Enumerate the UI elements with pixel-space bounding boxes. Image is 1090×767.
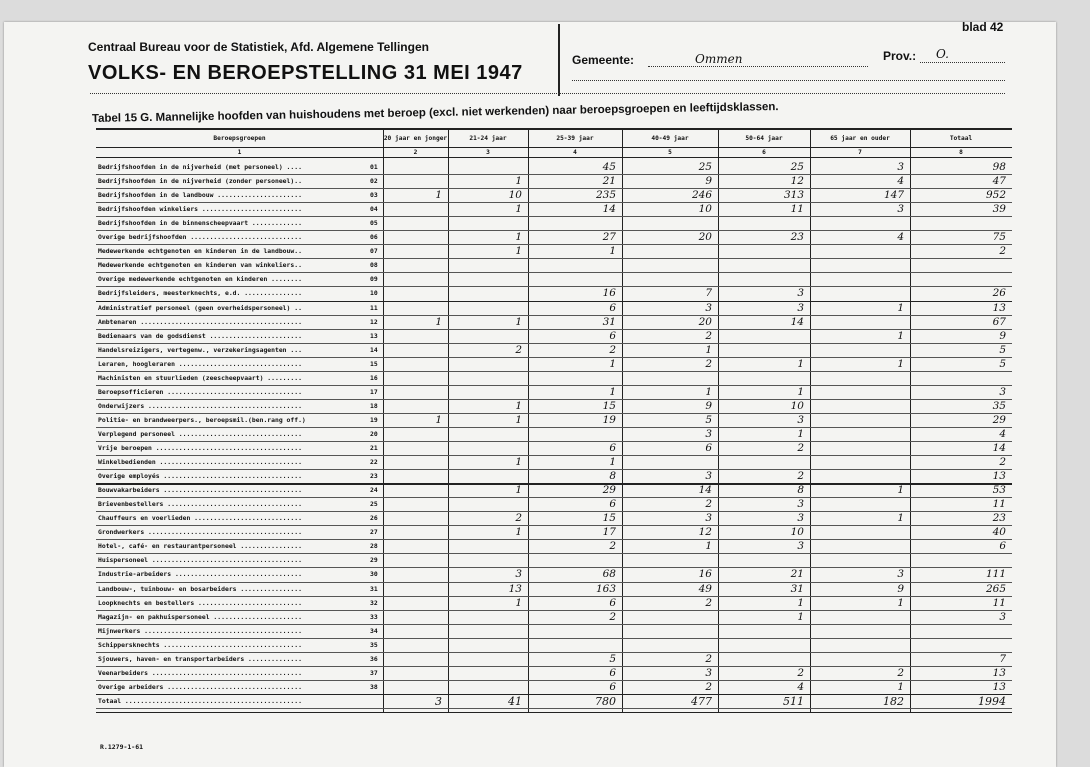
row-line (96, 343, 1012, 344)
row-number: 05 (370, 219, 378, 228)
table-cell: 6 (609, 442, 616, 454)
table-cell: 11 (992, 596, 1006, 609)
table-cell: 12 (698, 526, 712, 539)
row-number: 13 (370, 331, 378, 340)
row-line (96, 413, 1012, 414)
table-cell: 1 (435, 189, 442, 202)
row-label: Totaal .............................................. (98, 696, 302, 705)
table-cell: 3 (705, 512, 712, 525)
table-cell: 9 (705, 399, 712, 412)
row-number: 19 (370, 415, 378, 424)
table-cell: 235 (595, 189, 616, 202)
row-line (96, 441, 1012, 442)
table-cell: 67 (992, 315, 1006, 328)
table-cell: 163 (595, 582, 616, 595)
row-number: 03 (370, 191, 378, 200)
table-cell: 182 (883, 694, 904, 708)
table-cell: 75 (992, 231, 1006, 244)
row-label: Loopknechts en bestellers ........................... (98, 598, 302, 607)
table-cell: 2 (797, 470, 804, 483)
row-line (96, 427, 1012, 428)
column-header: Totaal (949, 135, 973, 142)
row-label: Onderwijzers ........................................ (98, 401, 302, 410)
row-label: Overige arbeiders ................................... (98, 682, 302, 691)
row-number: 04 (370, 205, 378, 214)
form-title: VOLKS- EN BEROEPSTELLING 31 MEI 1947 (88, 62, 523, 84)
row-line (96, 371, 1012, 372)
column-header: 21-24 jaar (469, 135, 507, 142)
extra-line-2 (90, 93, 1005, 94)
row-label: Verplegend personeel ................................ (98, 429, 302, 438)
table-cell: 6 (609, 666, 616, 679)
table-cell: 2 (705, 680, 712, 693)
table-cell: 1 (705, 385, 712, 398)
prov-line (920, 62, 1005, 63)
table-cell: 98 (992, 161, 1006, 173)
row-label: Administratief personeel (geen overheidspersoneel) .. (98, 303, 302, 312)
table-cell: 1 (797, 427, 804, 440)
table-cell: 3 (705, 301, 712, 314)
table-cell: 31 (790, 582, 804, 595)
column-header: 50-64 jaar (745, 135, 783, 142)
table-cell: 477 (691, 694, 712, 708)
table-cell: 2 (609, 540, 616, 553)
table-cell: 1 (515, 203, 522, 216)
row-label: Overige bedrijfshoofden ............................. (98, 233, 302, 242)
row-number: 26 (370, 514, 378, 523)
table-cell: 23 (790, 231, 804, 244)
table-cell: 1 (515, 526, 522, 539)
row-line (96, 385, 1012, 386)
row-line (96, 216, 1012, 217)
column-number: 6 (762, 149, 766, 156)
row-label: Bedienaars van de godsdienst ........................ (98, 331, 302, 340)
table-cell: 40 (992, 526, 1006, 539)
table-cell: 14 (790, 315, 804, 328)
table-cell: 265 (985, 582, 1006, 595)
table-cell: 1 (705, 343, 712, 356)
table-cell: 1 (897, 301, 904, 314)
table-cell: 780 (595, 694, 616, 708)
table-cell: 3 (797, 498, 804, 511)
row-label: Magazijn- en pakhuispersoneel ....................... (98, 612, 302, 621)
column-header: 40-49 jaar (651, 135, 689, 142)
row-line (96, 286, 1012, 287)
table-cell: 1 (797, 610, 804, 623)
table-cell: 1 (515, 231, 522, 244)
table-cell: 3 (797, 413, 804, 426)
table-cell: 10 (790, 399, 804, 412)
row-number: 31 (370, 584, 378, 593)
table-cell: 7 (705, 287, 712, 300)
table-top-border (96, 128, 1012, 130)
row-line (96, 315, 1012, 316)
row-label: Brievenbestellers ................................... (98, 500, 302, 509)
row-label: Vrije beroepen ...................................... (98, 444, 302, 452)
row-number: 29 (370, 556, 378, 565)
table-cell: 11 (790, 203, 804, 216)
table-cell: 12 (790, 175, 804, 188)
row-label: Winkelbedienden ..................................... (98, 458, 302, 467)
gemeente-line (648, 66, 868, 67)
table-cell: 9 (897, 582, 904, 595)
row-label: Sjouwers, haven- en transportarbeiders .............. (98, 654, 302, 663)
row-number: 38 (370, 682, 378, 691)
row-line (96, 539, 1012, 540)
header-divider (558, 24, 560, 96)
table-cell: 6 (999, 540, 1006, 553)
table-cell: 3 (999, 610, 1006, 623)
table-cell: 25 (698, 161, 712, 173)
table-cell: 2 (705, 498, 712, 511)
table-cell: 15 (602, 399, 616, 412)
row-number: 08 (370, 261, 378, 270)
row-number: 35 (370, 640, 378, 649)
table-cell: 20 (698, 315, 712, 328)
bureau-name: Centraal Bureau voor de Statistiek, Afd. Algemene Tellingen (88, 40, 429, 54)
table-cell: 10 (698, 203, 712, 216)
table-cell: 1 (515, 596, 522, 609)
column-header: Beroepsgroepen (213, 135, 266, 142)
row-line (96, 497, 1012, 498)
row-label: Veenarbeiders ....................................... (98, 668, 302, 677)
table-cell: 3 (797, 301, 804, 314)
table-cell: 1 (435, 315, 442, 328)
row-label: Schippersknechts .................................... (98, 640, 302, 649)
table-cell: 1 (609, 357, 616, 370)
table-cell: 1 (515, 315, 522, 328)
gemeente-label: Gemeente: (572, 53, 635, 67)
form-code: R.1279-1-61 (100, 743, 144, 751)
row-label: Overige medewerkende echtgenoten en kinderen ........ (98, 275, 302, 284)
table-cell: 5 (609, 652, 616, 665)
row-number: 27 (370, 528, 378, 537)
row-line (96, 610, 1012, 611)
table-cell: 2 (897, 666, 904, 679)
page-number: blad 42 (962, 20, 1004, 34)
table-cell: 39 (992, 203, 1006, 216)
table-cell: 3 (705, 427, 712, 440)
column-header: 20 jaar en jonger (383, 135, 448, 142)
row-label: Landbouw-, tuinbouw- en bosarbeiders ................ (98, 584, 302, 593)
table-cell: 4 (897, 231, 904, 244)
table-cell: 2 (515, 512, 522, 525)
table-cell: 3 (897, 568, 904, 581)
row-label: Chauffeurs en voerlieden ............................ (98, 514, 302, 523)
table-cell: 2 (999, 245, 1006, 258)
table-cell: 3 (797, 287, 804, 300)
row-line (96, 624, 1012, 625)
extra-line-1 (572, 80, 1005, 81)
row-number: 20 (370, 429, 378, 438)
table-cell: 1 (797, 596, 804, 609)
table-cell: 11 (992, 498, 1006, 511)
header-divider-line (96, 147, 1012, 148)
column-number: 8 (959, 149, 963, 156)
row-label: Bedrijfshoofden in de nijverheid (met personeel) .... (98, 163, 302, 171)
column-number: 5 (668, 149, 672, 156)
row-number: 23 (370, 472, 378, 481)
row-number: 11 (370, 303, 378, 312)
table-cell: 2 (705, 357, 712, 370)
table-cell: 27 (602, 231, 616, 244)
table-cell: 1 (897, 596, 904, 609)
row-line (96, 399, 1012, 400)
row-line (96, 652, 1012, 653)
table-cell: 13 (508, 582, 522, 595)
table-cell: 246 (691, 189, 712, 202)
column-number: 3 (486, 149, 490, 156)
row-number: 12 (370, 317, 378, 326)
row-label: Bedrijfshoofden winkeliers .......................... (98, 205, 302, 214)
gemeente-value: Ommen (695, 52, 743, 66)
row-label: Industrie-arbeiders ................................. (98, 570, 302, 579)
row-label: Politie- en brandweerpers., beroepsmil.(ben.rang off.) (98, 415, 306, 424)
table-cell: 1 (897, 484, 904, 497)
table-cell: 1 (609, 456, 616, 469)
row-line (96, 469, 1012, 470)
table-cell: 4 (999, 427, 1006, 440)
table-cell: 53 (992, 484, 1006, 497)
row-number: 34 (370, 626, 378, 635)
table-cell: 4 (897, 175, 904, 188)
table-cell: 1 (897, 329, 904, 342)
column-header: 65 jaar en ouder (830, 135, 890, 142)
table-cell: 29 (602, 484, 616, 497)
table-cell: 31 (602, 315, 616, 328)
table-cell: 1 (897, 357, 904, 370)
row-label: Handelsreizigers, vertegenw., verzekeringsagenten ... (98, 345, 302, 354)
table-cell: 1 (797, 357, 804, 370)
table-cell: 10 (790, 526, 804, 539)
row-label: Medewerkende echtgenoten en kinderen in de landbouw.. (98, 247, 302, 256)
table-cell: 13 (992, 470, 1006, 483)
column-number: 2 (413, 149, 418, 156)
table-cell: 1994 (978, 694, 1006, 708)
row-number: 22 (370, 458, 378, 467)
table-cell: 952 (985, 189, 1006, 202)
column-header: 25-39 jaar (556, 135, 594, 142)
table-cell: 3 (797, 512, 804, 525)
row-number: 37 (370, 668, 378, 677)
table-cell: 23 (992, 512, 1006, 525)
table-title: Tabel 15 G. Mannelijke hoofden van huishoudens met beroep (excl. niet werkenden) naar beroepsgroepen en leeftijdsklassen. (91, 101, 779, 125)
table-cell: 1 (515, 484, 522, 497)
row-number: 30 (370, 570, 378, 579)
row-line (96, 258, 1012, 259)
row-label: Leraren, hoogleraren ................................ (98, 359, 302, 368)
table-cell: 68 (602, 568, 616, 581)
table-bottom-border (96, 712, 1012, 714)
table-cell: 111 (985, 568, 1006, 581)
table-cell: 49 (698, 582, 712, 595)
table-cell: 1 (797, 385, 804, 398)
row-number: 21 (370, 444, 378, 452)
table-cell: 6 (609, 596, 616, 609)
row-number: 32 (370, 598, 378, 607)
column-number: 7 (858, 149, 862, 156)
table-cell: 26 (992, 287, 1006, 300)
column-number: 1 (237, 149, 242, 156)
row-number: 15 (370, 359, 378, 368)
table-cell: 6 (705, 442, 712, 454)
table-cell: 8 (797, 484, 804, 497)
table-cell: 17 (602, 526, 616, 539)
row-number: 36 (370, 654, 378, 663)
row-line (96, 244, 1012, 245)
row-label: Machinisten en stuurlieden (zeescheepvaart) ......... (98, 373, 302, 382)
table-cell: 3 (705, 666, 712, 679)
table-cell: 41 (508, 694, 522, 708)
table-cell: 3 (897, 161, 904, 173)
table-cell: 15 (602, 512, 616, 525)
table-cell: 8 (609, 470, 616, 483)
table-cell: 13 (992, 666, 1006, 679)
row-label: Beroepsofficieren ................................... (98, 387, 302, 396)
row-label: Medewerkende echtgenoten en kinderen van winkeliers.. (98, 261, 302, 270)
row-number: 09 (370, 275, 378, 284)
table-cell: 6 (609, 329, 616, 342)
table-cell: 2 (515, 343, 522, 356)
row-label: Huispersoneel ....................................... (98, 556, 302, 565)
table-cell: 6 (609, 498, 616, 511)
row-number: 17 (370, 387, 378, 396)
prov-value: O. (936, 47, 949, 61)
table-cell: 3 (435, 694, 442, 708)
table-cell: 9 (705, 175, 712, 188)
table-cell: 3 (797, 540, 804, 553)
row-line (96, 272, 1012, 273)
table-cell: 13 (992, 301, 1006, 314)
row-label: Bedrijfshoofden in de binnenscheepvaart ............. (98, 219, 302, 228)
row-label: Hotel-, café- en restaurantpersoneel ................ (98, 542, 302, 551)
table-cell: 2 (797, 666, 804, 679)
table-cell: 4 (797, 680, 804, 693)
row-number: 25 (370, 500, 378, 509)
row-number: 16 (370, 373, 378, 382)
table-cell: 35 (992, 399, 1006, 412)
row-line (96, 525, 1012, 526)
table-cell: 16 (698, 568, 712, 581)
table-cell: 14 (602, 203, 616, 216)
row-label: Ambtenaren .......................................... (98, 317, 302, 326)
table-cell: 3 (999, 385, 1006, 398)
table-cell: 1 (609, 245, 616, 258)
table-cell: 5 (705, 413, 712, 426)
row-number: 28 (370, 542, 378, 551)
table-cell: 7 (999, 652, 1006, 665)
table-cell: 1 (897, 680, 904, 693)
row-line (96, 455, 1012, 456)
row-label: Bouwvakarbeiders .................................... (98, 486, 302, 495)
row-line (96, 638, 1012, 639)
row-line (96, 553, 1012, 554)
table-cell: 2 (609, 610, 616, 623)
table-cell: 6 (609, 680, 616, 693)
table-cell: 14 (698, 484, 712, 497)
row-number: 14 (370, 345, 378, 354)
row-number: 24 (370, 486, 378, 495)
row-label: Mijnwerkers ......................................... (98, 626, 302, 635)
table-cell: 3 (897, 203, 904, 216)
table-cell: 9 (999, 329, 1006, 342)
table-cell: 1 (515, 245, 522, 258)
prov-label: Prov.: (883, 49, 917, 63)
table-cell: 511 (783, 694, 804, 708)
table-cell: 1 (515, 413, 522, 426)
row-label: Bedrijfshoofden in de landbouw ...................... (98, 191, 302, 200)
row-number: 01 (370, 163, 378, 171)
table-cell: 3 (705, 470, 712, 483)
row-number: 18 (370, 401, 378, 410)
table-cell: 147 (883, 189, 904, 202)
table-cell: 3 (515, 568, 522, 581)
table-cell: 5 (999, 343, 1006, 356)
row-label: Bedrijfsleiders, meesterknechts, e.d. ............... (98, 289, 302, 298)
table-cell: 21 (602, 175, 616, 188)
table-cell: 2 (705, 596, 712, 609)
table-cell: 2 (705, 652, 712, 665)
table-cell: 2 (797, 442, 804, 454)
table-cell: 29 (992, 413, 1006, 426)
table-cell: 1 (705, 540, 712, 553)
row-number: 10 (370, 289, 378, 298)
table-cell: 2 (609, 343, 616, 356)
row-number: 07 (370, 247, 378, 256)
table-cell: 1 (515, 175, 522, 188)
row-line (96, 708, 1012, 709)
table-cell: 1 (515, 399, 522, 412)
row-number: 02 (370, 177, 378, 186)
number-row-line (96, 157, 1012, 158)
row-number: 33 (370, 612, 378, 621)
table-cell: 47 (992, 175, 1006, 188)
column-number: 4 (573, 149, 577, 156)
table-cell: 2 (999, 456, 1006, 469)
table-cell: 20 (698, 231, 712, 244)
table-cell: 14 (992, 442, 1006, 454)
table-cell: 2 (705, 329, 712, 342)
table-cell: 5 (999, 357, 1006, 370)
table-cell: 6 (609, 301, 616, 314)
row-label: Bedrijfshoofden in de nijverheid (zonder personeel).. (98, 177, 302, 186)
table-cell: 19 (602, 413, 616, 426)
table-cell: 1 (609, 385, 616, 398)
table-cell: 10 (508, 189, 522, 202)
table-cell: 1 (435, 413, 442, 426)
table-cell: 45 (602, 161, 616, 173)
table-cell: 25 (790, 161, 804, 173)
table-cell: 16 (602, 287, 616, 300)
table-cell: 313 (783, 189, 804, 202)
table-cell: 13 (992, 680, 1006, 693)
row-number: 06 (370, 233, 378, 242)
table-cell: 1 (897, 512, 904, 525)
table-cell: 1 (515, 456, 522, 469)
row-label: Overige employés .................................... (98, 472, 302, 481)
table-cell: 21 (790, 568, 804, 581)
row-label: Grondwerkers ........................................ (98, 528, 302, 537)
